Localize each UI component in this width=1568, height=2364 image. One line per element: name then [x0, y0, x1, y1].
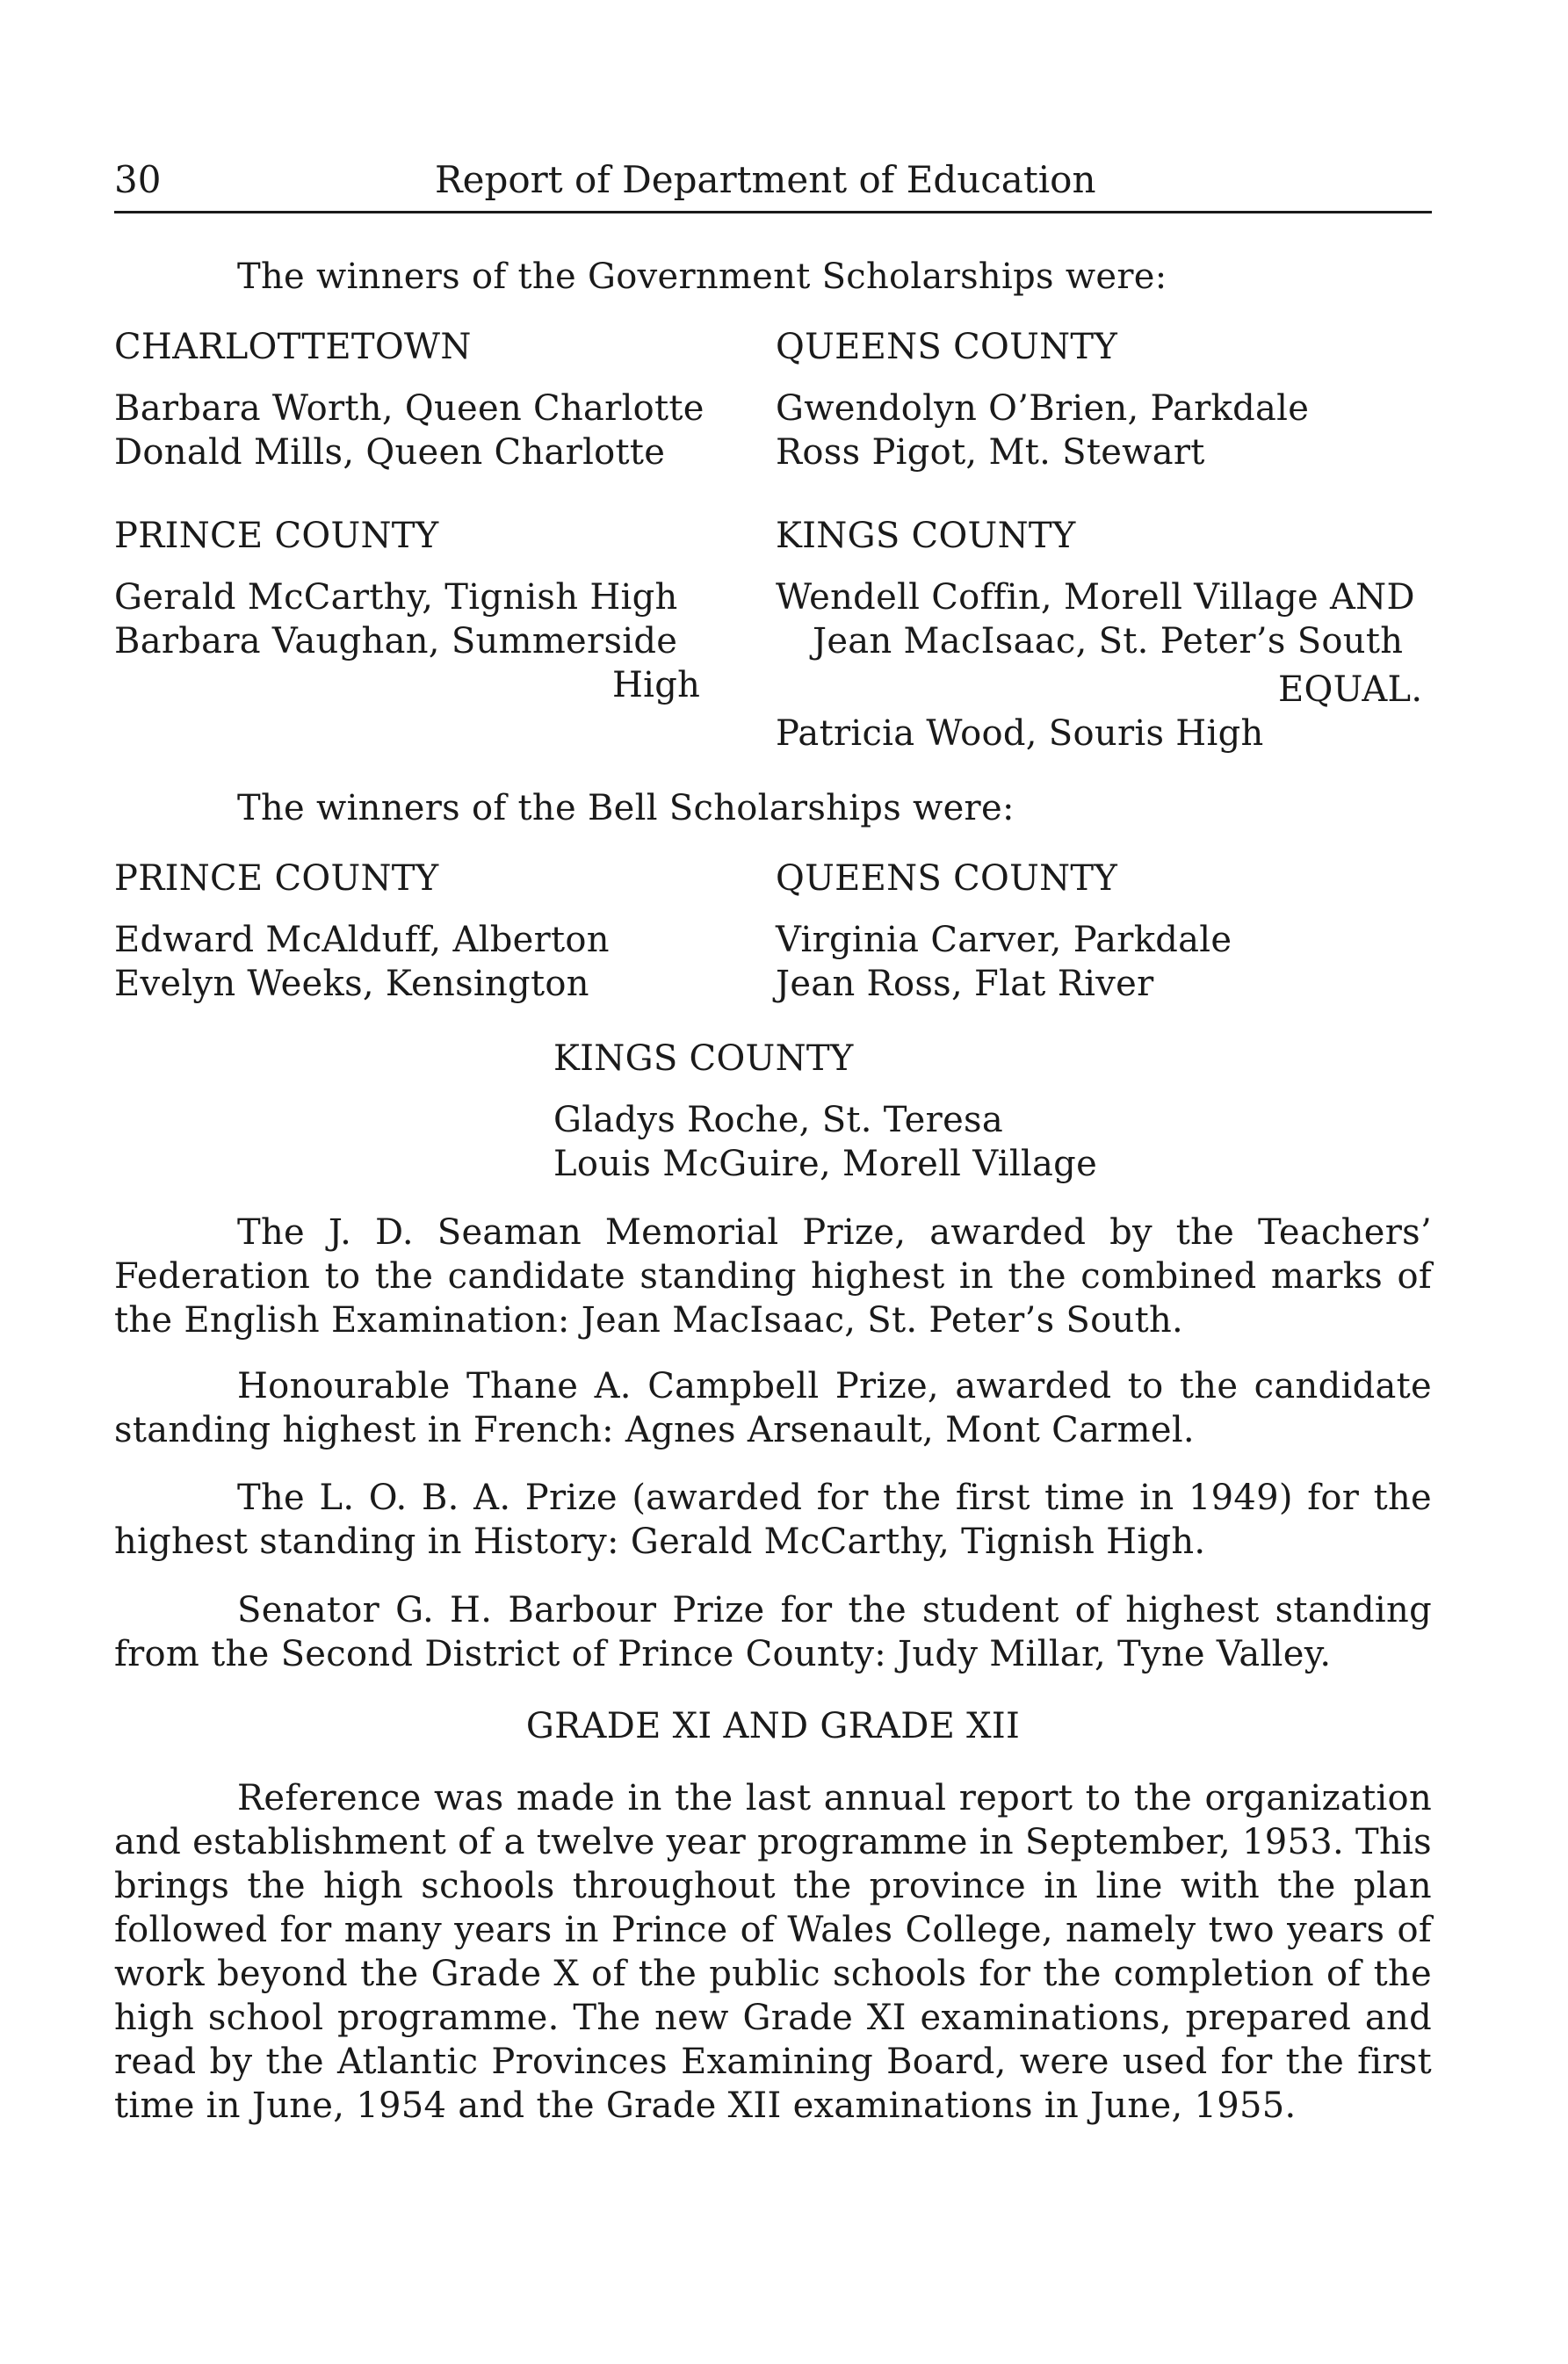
winner-line: Gerald McCarthy, Tignish High	[114, 577, 678, 618]
county-heading: QUEENS COUNTY	[776, 327, 1118, 367]
winner-line: Jean MacIsaac, St. Peter’s South	[813, 621, 1404, 661]
equal-note: EQUAL.	[1278, 669, 1423, 710]
prize-paragraph	[114, 1588, 1432, 1676]
winner-line: Wendell Coffin, Morell Village AND	[776, 577, 1415, 618]
prize-paragraph	[114, 1211, 1432, 1342]
winner-line: Virginia Carver, Parkdale	[776, 920, 1232, 960]
prize-text: Senator G. H. Barbour Prize for the student of highest standing from the Second District of Prince County: Judy Millar, Tyne Valley.	[114, 1590, 1432, 1674]
header-rule	[114, 211, 1432, 213]
page-number: 30	[114, 158, 162, 201]
section-body-text: Reference was made in the last annual report to the organization and establishment of a twelve year programme in September, 1953. This brings the high schools throughout the province in line with the plan followed for many years in Prince of Wales College, namely two years of work beyond the Grade X of the public schools for the completion of the high school programme. The new Grade XI examinations, prepared and read by the Atlantic Provinces Examining Board, were used for the first time in June, 1954 and the Grade XII examinations in June, 1955.	[114, 1778, 1432, 2126]
prize-text: The J. D. Seaman Memorial Prize, awarded by the Teachers’ Federation to the candidate standing highest in the combined marks of the English Examination: Jean MacIsaac, St. Peter’s South.	[114, 1212, 1432, 1341]
section-body	[114, 1776, 1432, 2128]
running-title: Report of Department of Education	[435, 158, 1096, 201]
bell-scholarships-intro: The winners of the Bell Scholarships were:	[237, 788, 1015, 828]
section-heading: GRADE XI AND GRADE XII	[525, 1706, 1021, 1746]
prize-text: The L. O. B. A. Prize (awarded for the first time in 1949) for the highest standing in History: Gerald McCarthy, Tignish High.	[114, 1478, 1432, 1562]
winner-line: Ross Pigot, Mt. Stewart	[776, 432, 1205, 473]
winner-line: Patricia Wood, Souris High	[776, 713, 1264, 754]
winner-line-continuation: High	[612, 665, 701, 705]
winner-line: Edward McAlduff, Alberton	[114, 920, 610, 960]
county-heading: CHARLOTTETOWN	[114, 327, 472, 367]
county-heading: PRINCE COUNTY	[114, 858, 439, 899]
winner-line: Barbara Worth, Queen Charlotte	[114, 388, 705, 429]
county-heading: PRINCE COUNTY	[114, 516, 439, 556]
government-scholarships-intro: The winners of the Government Scholarships were:	[237, 257, 1167, 297]
winner-line: Jean Ross, Flat River	[776, 964, 1154, 1004]
prize-paragraph	[114, 1364, 1432, 1452]
winner-line: Evelyn Weeks, Kensington	[114, 964, 589, 1004]
county-heading: KINGS COUNTY	[553, 1038, 854, 1079]
winner-line: Louis McGuire, Morell Village	[553, 1144, 1098, 1184]
winner-line: Gladys Roche, St. Teresa	[553, 1100, 1004, 1140]
winner-line: Donald Mills, Queen Charlotte	[114, 432, 666, 473]
prize-paragraph	[114, 1476, 1432, 1564]
winner-line: Gwendolyn O’Brien, Parkdale	[776, 388, 1310, 429]
winner-line: Barbara Vaughan, Summerside	[114, 621, 678, 661]
county-heading: QUEENS COUNTY	[776, 858, 1118, 899]
prize-text: Honourable Thane A. Campbell Prize, awarded to the candidate standing highest in French: Agnes Arsenault, Mont Carmel.	[114, 1366, 1432, 1450]
county-heading: KINGS COUNTY	[776, 516, 1076, 556]
